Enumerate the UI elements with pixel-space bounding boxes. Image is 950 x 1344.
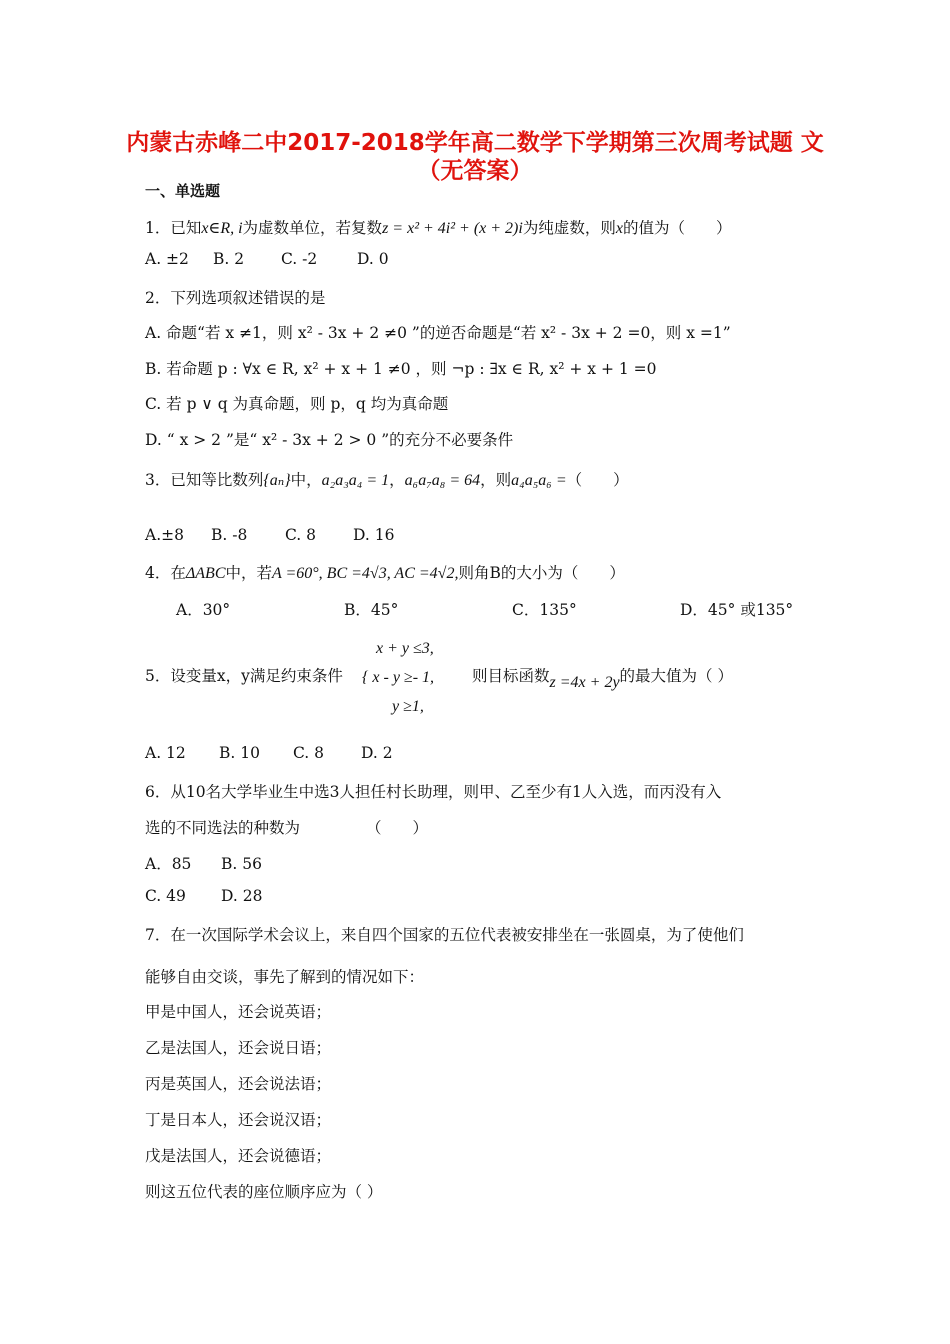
option-b: B. 2 — [213, 250, 245, 268]
option-c: C. 8 — [285, 526, 317, 544]
option-d: D. 0 — [357, 250, 389, 268]
option-c: C. 49 — [145, 887, 186, 905]
question-5-options — [145, 744, 393, 762]
option-d: D．45° 或135° — [680, 601, 794, 619]
option-c: C. 8 — [293, 744, 325, 762]
option-a: A.±8 — [145, 526, 184, 544]
question-6-stem-line2: 选的不同选法的种数为 （ ） — [145, 819, 429, 837]
question-2-option-b: B. 若命题 p : ∀x ∈ R, x² + x + 1 ≠0 ，则 ¬p : ∃x ∈ R, x² + x + 1 =0 — [145, 360, 657, 378]
option-a: A．30° — [176, 601, 231, 619]
constraint-line-3: y ≥1, — [392, 698, 424, 715]
question-2-option-d: D. “ x > 2 ”是“ x² - 3x + 2 > 0 ”的充分不必要条件 — [145, 431, 514, 449]
question-2-stem: 2．下列选项叙述错误的是 — [145, 289, 326, 307]
doc-title-line1: 内蒙古赤峰二中2017-2018学年高二数学下学期第三次周考试题 文 — [126, 130, 824, 156]
constraint-line-1: x + y ≤3, — [376, 640, 434, 657]
question-7-stem-line2: 能够自由交谈，事先了解到的情况如下： — [145, 968, 425, 986]
doc-title-line2: （无答案） — [417, 158, 533, 184]
question-2-option-c: C. 若 p ∨ q 为真命题，则 p，q 均为真命题 — [145, 395, 449, 413]
question-7-stem-line1: 7．在一次国际学术会议上，来自四个国家的五位代表被安排坐在一张圆桌，为了使他们 — [145, 926, 744, 944]
question-7-fact-2: 乙是法国人，还会说日语； — [145, 1039, 332, 1057]
option-d: D. 16 — [353, 526, 395, 544]
question-6-options-row1 — [145, 852, 262, 874]
question-6-options-row2 — [145, 887, 262, 905]
option-b: B. 56 — [221, 855, 262, 873]
option-c: C. -2 — [281, 250, 318, 268]
question-1-stem: 1．已知x∈R, i为虚数单位，若复数z = x² + 4i² + (x + 2)i为纯虚数，则x的值为（ ） — [145, 219, 732, 237]
option-d: D. 2 — [361, 744, 393, 762]
question-5-objective: 则目标函数z =4x + 2y的最大值为（ ） — [472, 667, 733, 691]
question-4-stem: 4．在ΔABC中，若A =60°, BC =4√3, AC =4√2,则角B的大小为（ ） — [145, 564, 625, 582]
option-d: D. 28 — [221, 887, 263, 905]
option-a: A. 12 — [145, 744, 186, 762]
question-2-option-a: A. 命题“若 x ≠1，则 x² - 3x + 2 ≠0 ”的逆否命题是“若 x² - 3x + 2 =0，则 x =1” — [145, 324, 731, 342]
question-3-stem: 3．已知等比数列{aₙ}中，a₂a₃a₄ = 1，a₆a₇a₈ = 64，则a₄a₅a₆ =（ ） — [145, 471, 629, 489]
question-7-fact-5: 戊是法国人，还会说德语； — [145, 1147, 332, 1165]
option-b: B. 10 — [219, 744, 260, 762]
question-7-fact-1: 甲是中国人，还会说英语； — [145, 1003, 332, 1021]
question-6-stem-line1: 6．从10名大学毕业生中选3人担任村长助理，则甲、乙至少有1人入选，而丙没有入 — [145, 783, 722, 801]
question-7-fact-4: 丁是日本人，还会说汉语； — [145, 1111, 332, 1129]
option-b: B. -8 — [211, 526, 248, 544]
option-b: B．45° — [344, 601, 399, 619]
question-1-options — [145, 250, 389, 268]
option-a: A．85 — [145, 855, 192, 873]
question-7-prompt: 则这五位代表的座位顺序应为（ ） — [145, 1183, 383, 1201]
question-3-options — [145, 526, 394, 544]
question-5-stem: 5．设变量x，y满足约束条件 — [145, 667, 343, 685]
option-c: C．135° — [512, 601, 577, 619]
question-7-fact-3: 丙是英国人，还会说法语； — [145, 1075, 332, 1093]
question-4-options — [176, 598, 793, 620]
section-heading: 一、单选题 — [145, 182, 221, 200]
constraint-line-2: { x - y ≥- 1, — [362, 669, 435, 686]
option-a: A. ±2 — [145, 250, 189, 268]
